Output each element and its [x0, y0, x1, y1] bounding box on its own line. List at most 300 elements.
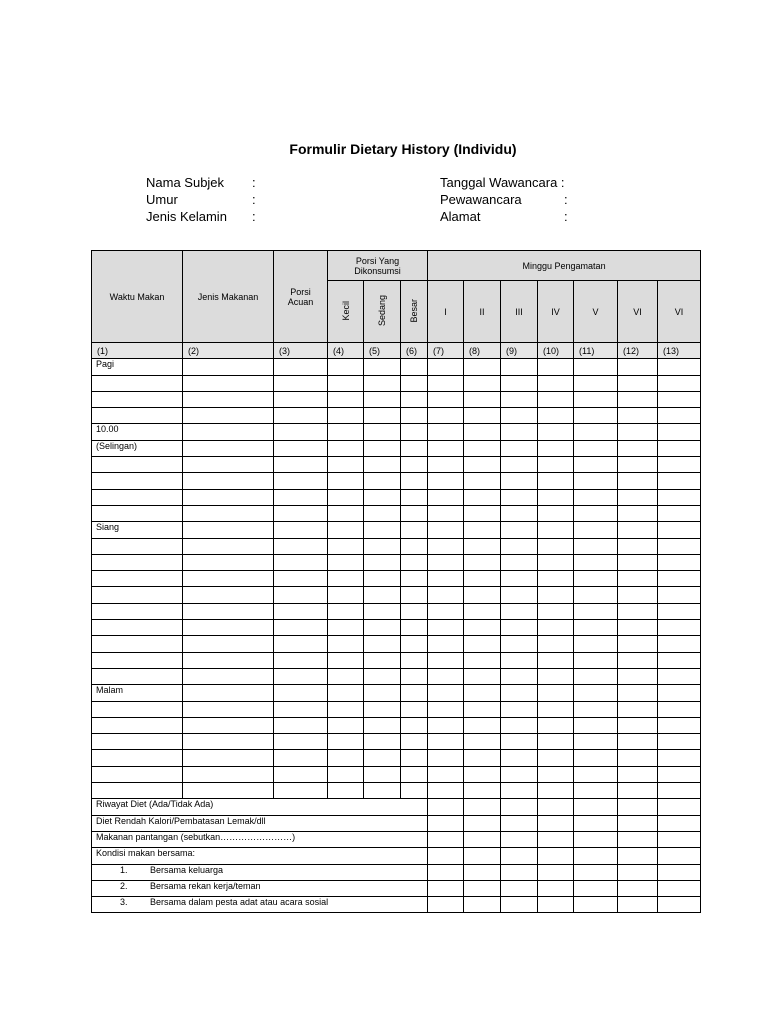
- entry-cell[interactable]: [428, 831, 464, 847]
- entry-cell[interactable]: [328, 701, 364, 717]
- entry-cell[interactable]: [501, 603, 538, 619]
- entry-cell[interactable]: [183, 522, 274, 538]
- entry-cell[interactable]: [401, 473, 428, 489]
- entry-cell[interactable]: [183, 505, 274, 521]
- meal-time-cell[interactable]: [92, 408, 183, 424]
- meal-time-cell[interactable]: [92, 734, 183, 750]
- entry-cell[interactable]: [501, 815, 538, 831]
- entry-cell[interactable]: [428, 522, 464, 538]
- entry-cell[interactable]: [658, 652, 701, 668]
- entry-cell[interactable]: [618, 734, 658, 750]
- entry-cell[interactable]: [501, 375, 538, 391]
- entry-cell[interactable]: [574, 734, 618, 750]
- entry-cell[interactable]: [658, 734, 701, 750]
- entry-cell[interactable]: [501, 424, 538, 440]
- entry-cell[interactable]: [401, 587, 428, 603]
- entry-cell[interactable]: [401, 766, 428, 782]
- entry-cell[interactable]: [428, 652, 464, 668]
- entry-cell[interactable]: [618, 554, 658, 570]
- entry-cell[interactable]: [428, 538, 464, 554]
- entry-cell[interactable]: [364, 766, 401, 782]
- entry-cell[interactable]: [401, 571, 428, 587]
- entry-cell[interactable]: [428, 880, 464, 896]
- entry-cell[interactable]: [401, 652, 428, 668]
- entry-cell[interactable]: [364, 668, 401, 684]
- entry-cell[interactable]: [658, 489, 701, 505]
- entry-cell[interactable]: [183, 750, 274, 766]
- entry-cell[interactable]: [574, 603, 618, 619]
- entry-cell[interactable]: [328, 538, 364, 554]
- meal-time-cell[interactable]: [92, 375, 183, 391]
- entry-cell[interactable]: [658, 571, 701, 587]
- meal-time-cell[interactable]: [92, 783, 183, 799]
- entry-cell[interactable]: [658, 538, 701, 554]
- entry-cell[interactable]: [538, 375, 574, 391]
- entry-cell[interactable]: [501, 620, 538, 636]
- entry-cell[interactable]: [658, 505, 701, 521]
- entry-cell[interactable]: [501, 391, 538, 407]
- entry-cell[interactable]: [428, 734, 464, 750]
- entry-cell[interactable]: [428, 668, 464, 684]
- entry-cell[interactable]: [574, 457, 618, 473]
- entry-cell[interactable]: [501, 717, 538, 733]
- entry-cell[interactable]: [364, 652, 401, 668]
- entry-cell[interactable]: [364, 391, 401, 407]
- entry-cell[interactable]: [464, 587, 501, 603]
- entry-cell[interactable]: [574, 668, 618, 684]
- entry-cell[interactable]: [364, 457, 401, 473]
- entry-cell[interactable]: [658, 375, 701, 391]
- field-nama-subjek[interactable]: :: [252, 175, 256, 190]
- meal-time-cell[interactable]: [92, 717, 183, 733]
- entry-cell[interactable]: [401, 538, 428, 554]
- meal-time-cell[interactable]: [92, 473, 183, 489]
- entry-cell[interactable]: [364, 783, 401, 799]
- entry-cell[interactable]: [538, 554, 574, 570]
- entry-cell[interactable]: [428, 766, 464, 782]
- entry-cell[interactable]: [658, 880, 701, 896]
- entry-cell[interactable]: [538, 864, 574, 880]
- entry-cell[interactable]: [618, 505, 658, 521]
- entry-cell[interactable]: [328, 473, 364, 489]
- entry-cell[interactable]: [618, 375, 658, 391]
- entry-cell[interactable]: [618, 864, 658, 880]
- entry-cell[interactable]: [428, 473, 464, 489]
- entry-cell[interactable]: [401, 522, 428, 538]
- entry-cell[interactable]: [464, 783, 501, 799]
- entry-cell[interactable]: [538, 750, 574, 766]
- entry-cell[interactable]: [538, 831, 574, 847]
- entry-cell[interactable]: [428, 848, 464, 864]
- entry-cell[interactable]: [183, 717, 274, 733]
- entry-cell[interactable]: [658, 668, 701, 684]
- entry-cell[interactable]: [428, 897, 464, 913]
- entry-cell[interactable]: [364, 685, 401, 701]
- entry-cell[interactable]: [183, 620, 274, 636]
- entry-cell[interactable]: [274, 652, 328, 668]
- entry-cell[interactable]: [464, 717, 501, 733]
- entry-cell[interactable]: [274, 783, 328, 799]
- entry-cell[interactable]: [428, 620, 464, 636]
- field-pewawancara[interactable]: :: [564, 192, 568, 207]
- entry-cell[interactable]: [658, 848, 701, 864]
- entry-cell[interactable]: [658, 685, 701, 701]
- entry-cell[interactable]: [464, 505, 501, 521]
- entry-cell[interactable]: [428, 489, 464, 505]
- entry-cell[interactable]: [464, 603, 501, 619]
- entry-cell[interactable]: [328, 375, 364, 391]
- entry-cell[interactable]: [574, 359, 618, 375]
- entry-cell[interactable]: [428, 717, 464, 733]
- entry-cell[interactable]: [364, 538, 401, 554]
- entry-cell[interactable]: [658, 701, 701, 717]
- entry-cell[interactable]: [401, 554, 428, 570]
- entry-cell[interactable]: [183, 375, 274, 391]
- entry-cell[interactable]: [274, 620, 328, 636]
- meal-time-cell[interactable]: [92, 505, 183, 521]
- entry-cell[interactable]: [401, 424, 428, 440]
- entry-cell[interactable]: [574, 375, 618, 391]
- entry-cell[interactable]: [538, 587, 574, 603]
- entry-cell[interactable]: [401, 783, 428, 799]
- entry-cell[interactable]: [464, 880, 501, 896]
- entry-cell[interactable]: [401, 391, 428, 407]
- meal-time-cell[interactable]: [92, 587, 183, 603]
- entry-cell[interactable]: [464, 831, 501, 847]
- entry-cell[interactable]: [574, 717, 618, 733]
- entry-cell[interactable]: [658, 636, 701, 652]
- entry-cell[interactable]: [501, 831, 538, 847]
- entry-cell[interactable]: [501, 750, 538, 766]
- entry-cell[interactable]: [618, 587, 658, 603]
- entry-cell[interactable]: [401, 685, 428, 701]
- entry-cell[interactable]: [618, 815, 658, 831]
- meal-time-cell[interactable]: Pagi: [92, 359, 183, 375]
- entry-cell[interactable]: [658, 457, 701, 473]
- entry-cell[interactable]: [618, 440, 658, 456]
- meal-time-cell[interactable]: [92, 652, 183, 668]
- entry-cell[interactable]: [464, 554, 501, 570]
- entry-cell[interactable]: [464, 391, 501, 407]
- entry-cell[interactable]: [274, 554, 328, 570]
- entry-cell[interactable]: [183, 554, 274, 570]
- entry-cell[interactable]: [538, 473, 574, 489]
- entry-cell[interactable]: [574, 391, 618, 407]
- entry-cell[interactable]: [658, 391, 701, 407]
- entry-cell[interactable]: [464, 620, 501, 636]
- entry-cell[interactable]: [574, 440, 618, 456]
- entry-cell[interactable]: [328, 587, 364, 603]
- entry-cell[interactable]: [618, 457, 658, 473]
- entry-cell[interactable]: [364, 489, 401, 505]
- entry-cell[interactable]: [364, 587, 401, 603]
- entry-cell[interactable]: [501, 652, 538, 668]
- entry-cell[interactable]: [183, 701, 274, 717]
- entry-cell[interactable]: [618, 848, 658, 864]
- meal-time-cell[interactable]: [92, 668, 183, 684]
- entry-cell[interactable]: [464, 424, 501, 440]
- entry-cell[interactable]: [574, 554, 618, 570]
- entry-cell[interactable]: [274, 587, 328, 603]
- entry-cell[interactable]: [274, 717, 328, 733]
- entry-cell[interactable]: [501, 440, 538, 456]
- entry-cell[interactable]: [274, 424, 328, 440]
- entry-cell[interactable]: [538, 457, 574, 473]
- entry-cell[interactable]: [183, 783, 274, 799]
- entry-cell[interactable]: [364, 408, 401, 424]
- entry-cell[interactable]: [428, 440, 464, 456]
- entry-cell[interactable]: [401, 734, 428, 750]
- entry-cell[interactable]: [401, 603, 428, 619]
- entry-cell[interactable]: [538, 522, 574, 538]
- entry-cell[interactable]: [183, 734, 274, 750]
- entry-cell[interactable]: [618, 489, 658, 505]
- entry-cell[interactable]: [364, 750, 401, 766]
- entry-cell[interactable]: [538, 408, 574, 424]
- entry-cell[interactable]: [538, 815, 574, 831]
- meal-time-cell[interactable]: [92, 750, 183, 766]
- entry-cell[interactable]: [183, 408, 274, 424]
- entry-cell[interactable]: [464, 457, 501, 473]
- entry-cell[interactable]: [574, 897, 618, 913]
- entry-cell[interactable]: [401, 375, 428, 391]
- entry-cell[interactable]: [274, 505, 328, 521]
- entry-cell[interactable]: [401, 440, 428, 456]
- entry-cell[interactable]: [464, 864, 501, 880]
- entry-cell[interactable]: [618, 391, 658, 407]
- meal-time-cell[interactable]: [92, 489, 183, 505]
- entry-cell[interactable]: [538, 636, 574, 652]
- entry-cell[interactable]: [464, 668, 501, 684]
- entry-cell[interactable]: [428, 587, 464, 603]
- entry-cell[interactable]: [428, 783, 464, 799]
- entry-cell[interactable]: [274, 359, 328, 375]
- entry-cell[interactable]: [501, 587, 538, 603]
- entry-cell[interactable]: [364, 603, 401, 619]
- entry-cell[interactable]: [658, 831, 701, 847]
- entry-cell[interactable]: [328, 554, 364, 570]
- entry-cell[interactable]: [574, 652, 618, 668]
- meal-time-cell[interactable]: [92, 457, 183, 473]
- entry-cell[interactable]: [658, 359, 701, 375]
- entry-cell[interactable]: [574, 571, 618, 587]
- meal-time-cell[interactable]: [92, 603, 183, 619]
- entry-cell[interactable]: [618, 717, 658, 733]
- entry-cell[interactable]: [464, 652, 501, 668]
- entry-cell[interactable]: [401, 636, 428, 652]
- entry-cell[interactable]: [658, 864, 701, 880]
- entry-cell[interactable]: [364, 734, 401, 750]
- entry-cell[interactable]: [538, 489, 574, 505]
- field-umur[interactable]: :: [252, 192, 256, 207]
- entry-cell[interactable]: [328, 620, 364, 636]
- entry-cell[interactable]: [274, 391, 328, 407]
- entry-cell[interactable]: [274, 473, 328, 489]
- entry-cell[interactable]: [183, 538, 274, 554]
- entry-cell[interactable]: [618, 522, 658, 538]
- entry-cell[interactable]: [538, 652, 574, 668]
- entry-cell[interactable]: [538, 571, 574, 587]
- entry-cell[interactable]: [618, 636, 658, 652]
- entry-cell[interactable]: [328, 408, 364, 424]
- entry-cell[interactable]: [401, 359, 428, 375]
- entry-cell[interactable]: [618, 799, 658, 815]
- entry-cell[interactable]: [618, 408, 658, 424]
- entry-cell[interactable]: [618, 685, 658, 701]
- meal-time-cell[interactable]: [92, 701, 183, 717]
- entry-cell[interactable]: [501, 505, 538, 521]
- entry-cell[interactable]: [364, 620, 401, 636]
- meal-time-cell[interactable]: [92, 554, 183, 570]
- entry-cell[interactable]: [538, 538, 574, 554]
- entry-cell[interactable]: [428, 685, 464, 701]
- entry-cell[interactable]: [501, 897, 538, 913]
- entry-cell[interactable]: [428, 505, 464, 521]
- entry-cell[interactable]: [618, 880, 658, 896]
- entry-cell[interactable]: [618, 571, 658, 587]
- entry-cell[interactable]: [183, 473, 274, 489]
- entry-cell[interactable]: [538, 783, 574, 799]
- entry-cell[interactable]: [618, 668, 658, 684]
- entry-cell[interactable]: [538, 799, 574, 815]
- entry-cell[interactable]: [538, 701, 574, 717]
- entry-cell[interactable]: [401, 505, 428, 521]
- entry-cell[interactable]: [428, 554, 464, 570]
- entry-cell[interactable]: [364, 505, 401, 521]
- entry-cell[interactable]: [618, 620, 658, 636]
- entry-cell[interactable]: [401, 408, 428, 424]
- entry-cell[interactable]: [428, 424, 464, 440]
- entry-cell[interactable]: [464, 359, 501, 375]
- meal-time-cell[interactable]: [92, 766, 183, 782]
- meal-time-cell[interactable]: (Selingan): [92, 440, 183, 456]
- entry-cell[interactable]: [464, 734, 501, 750]
- entry-cell[interactable]: [401, 750, 428, 766]
- entry-cell[interactable]: [464, 571, 501, 587]
- entry-cell[interactable]: [428, 391, 464, 407]
- entry-cell[interactable]: [618, 750, 658, 766]
- entry-cell[interactable]: [401, 489, 428, 505]
- meal-time-cell[interactable]: [92, 636, 183, 652]
- entry-cell[interactable]: [274, 668, 328, 684]
- entry-cell[interactable]: [328, 783, 364, 799]
- entry-cell[interactable]: [274, 489, 328, 505]
- entry-cell[interactable]: [574, 685, 618, 701]
- entry-cell[interactable]: [328, 603, 364, 619]
- entry-cell[interactable]: [464, 799, 501, 815]
- entry-cell[interactable]: [274, 408, 328, 424]
- entry-cell[interactable]: [464, 766, 501, 782]
- entry-cell[interactable]: [618, 424, 658, 440]
- entry-cell[interactable]: [574, 783, 618, 799]
- entry-cell[interactable]: [328, 391, 364, 407]
- entry-cell[interactable]: [328, 636, 364, 652]
- entry-cell[interactable]: [501, 636, 538, 652]
- meal-time-cell[interactable]: [92, 571, 183, 587]
- entry-cell[interactable]: [428, 408, 464, 424]
- entry-cell[interactable]: [501, 359, 538, 375]
- entry-cell[interactable]: [618, 701, 658, 717]
- entry-cell[interactable]: [183, 668, 274, 684]
- entry-cell[interactable]: [538, 848, 574, 864]
- entry-cell[interactable]: [501, 685, 538, 701]
- entry-cell[interactable]: [658, 522, 701, 538]
- entry-cell[interactable]: [274, 603, 328, 619]
- meal-time-cell[interactable]: [92, 391, 183, 407]
- entry-cell[interactable]: [183, 457, 274, 473]
- entry-cell[interactable]: [328, 652, 364, 668]
- meal-time-cell[interactable]: [92, 620, 183, 636]
- entry-cell[interactable]: [183, 424, 274, 440]
- entry-cell[interactable]: [183, 603, 274, 619]
- entry-cell[interactable]: [183, 652, 274, 668]
- entry-cell[interactable]: [501, 848, 538, 864]
- entry-cell[interactable]: [428, 701, 464, 717]
- entry-cell[interactable]: [501, 864, 538, 880]
- entry-cell[interactable]: [183, 440, 274, 456]
- entry-cell[interactable]: [658, 815, 701, 831]
- entry-cell[interactable]: [428, 375, 464, 391]
- entry-cell[interactable]: [428, 864, 464, 880]
- entry-cell[interactable]: [574, 815, 618, 831]
- entry-cell[interactable]: [183, 391, 274, 407]
- entry-cell[interactable]: [574, 848, 618, 864]
- entry-cell[interactable]: [464, 815, 501, 831]
- entry-cell[interactable]: [658, 473, 701, 489]
- entry-cell[interactable]: [574, 880, 618, 896]
- entry-cell[interactable]: [538, 717, 574, 733]
- entry-cell[interactable]: [274, 734, 328, 750]
- entry-cell[interactable]: [658, 750, 701, 766]
- entry-cell[interactable]: [538, 668, 574, 684]
- meal-time-cell[interactable]: 10.00: [92, 424, 183, 440]
- entry-cell[interactable]: [274, 701, 328, 717]
- meal-time-cell[interactable]: Siang: [92, 522, 183, 538]
- entry-cell[interactable]: [618, 473, 658, 489]
- entry-cell[interactable]: [658, 783, 701, 799]
- entry-cell[interactable]: [574, 750, 618, 766]
- entry-cell[interactable]: [464, 750, 501, 766]
- entry-cell[interactable]: [464, 489, 501, 505]
- entry-cell[interactable]: [658, 799, 701, 815]
- entry-cell[interactable]: [464, 636, 501, 652]
- entry-cell[interactable]: [501, 538, 538, 554]
- entry-cell[interactable]: [658, 587, 701, 603]
- entry-cell[interactable]: [328, 457, 364, 473]
- entry-cell[interactable]: [501, 554, 538, 570]
- entry-cell[interactable]: [464, 897, 501, 913]
- entry-cell[interactable]: [658, 408, 701, 424]
- entry-cell[interactable]: [428, 359, 464, 375]
- entry-cell[interactable]: [274, 375, 328, 391]
- entry-cell[interactable]: [464, 848, 501, 864]
- entry-cell[interactable]: [574, 831, 618, 847]
- entry-cell[interactable]: [574, 473, 618, 489]
- entry-cell[interactable]: [574, 864, 618, 880]
- entry-cell[interactable]: [183, 636, 274, 652]
- entry-cell[interactable]: [618, 538, 658, 554]
- entry-cell[interactable]: [618, 359, 658, 375]
- entry-cell[interactable]: [428, 750, 464, 766]
- entry-cell[interactable]: [428, 457, 464, 473]
- entry-cell[interactable]: [464, 538, 501, 554]
- entry-cell[interactable]: [501, 668, 538, 684]
- entry-cell[interactable]: [658, 897, 701, 913]
- entry-cell[interactable]: [364, 424, 401, 440]
- entry-cell[interactable]: [328, 440, 364, 456]
- entry-cell[interactable]: [364, 701, 401, 717]
- entry-cell[interactable]: [364, 359, 401, 375]
